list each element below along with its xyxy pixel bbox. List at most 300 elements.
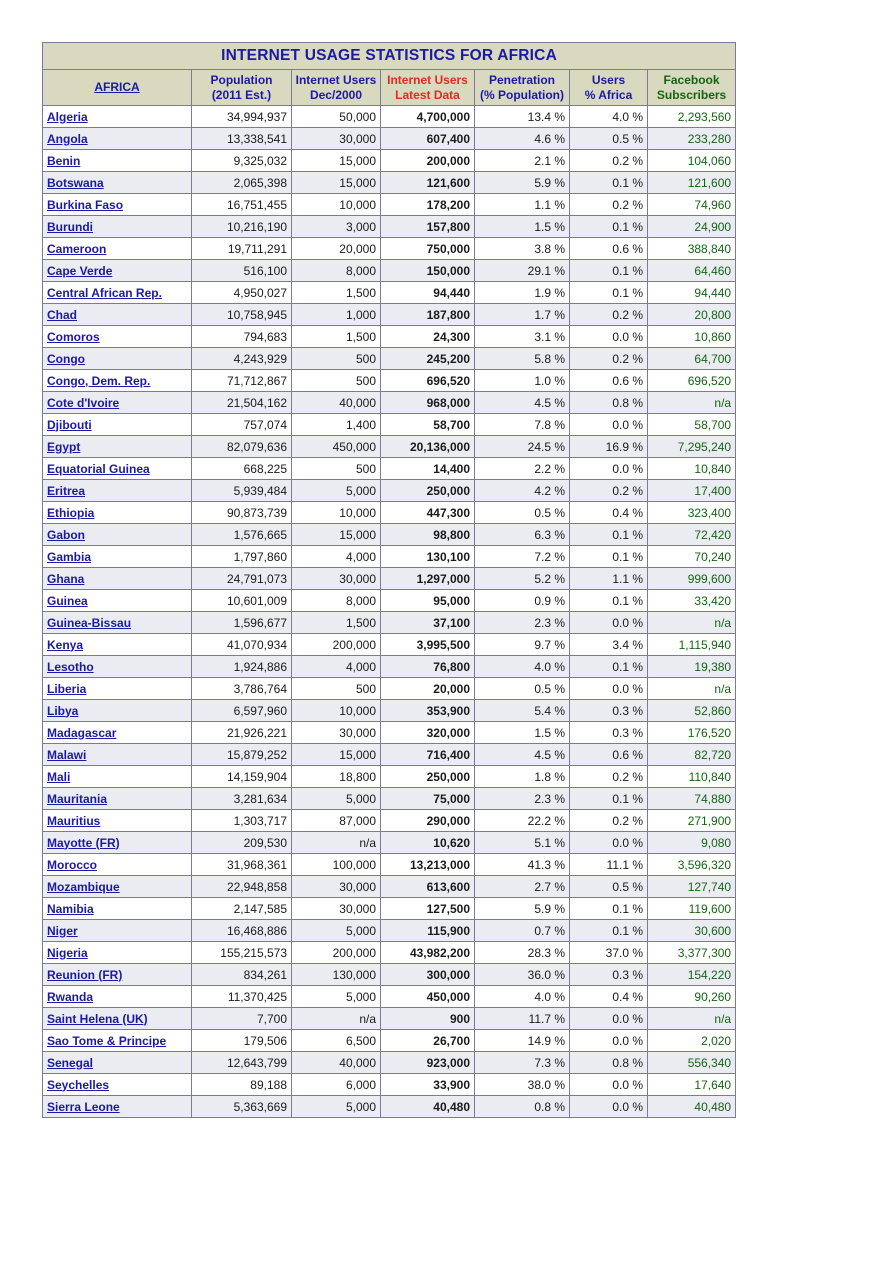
table-row [43, 128, 736, 150]
users-2000-cell: 6,000 [292, 1074, 381, 1096]
country-link[interactable]: Algeria [43, 106, 192, 128]
population-cell: 41,070,934 [192, 634, 292, 656]
users-2000-cell: 4,000 [292, 546, 381, 568]
country-link[interactable]: Libya [43, 700, 192, 722]
users-latest-cell: 290,000 [381, 810, 475, 832]
table-row [43, 238, 736, 260]
penetration-cell: 7.2 % [475, 546, 570, 568]
population-cell: 668,225 [192, 458, 292, 480]
users-percent-cell: 0.1 % [570, 920, 648, 942]
penetration-cell: 1.1 % [475, 194, 570, 216]
table-row [43, 1030, 736, 1052]
users-latest-cell: 157,800 [381, 216, 475, 238]
users-percent-cell: 0.0 % [570, 1008, 648, 1030]
users-latest-cell: 200,000 [381, 150, 475, 172]
country-link[interactable]: Saint Helena (UK) [43, 1008, 192, 1030]
facebook-cell: 154,220 [648, 964, 736, 986]
table-row [43, 722, 736, 744]
users-percent-cell: 0.8 % [570, 1052, 648, 1074]
users-2000-cell: 500 [292, 348, 381, 370]
users-latest-cell: 447,300 [381, 502, 475, 524]
users-latest-cell: 187,800 [381, 304, 475, 326]
users-latest-cell: 115,900 [381, 920, 475, 942]
users-2000-cell: 15,000 [292, 150, 381, 172]
facebook-cell: 7,295,240 [648, 436, 736, 458]
users-percent-cell: 0.1 % [570, 172, 648, 194]
table-row [43, 898, 736, 920]
users-latest-cell: 900 [381, 1008, 475, 1030]
users-latest-cell: 300,000 [381, 964, 475, 986]
country-link[interactable]: Cote d'Ivoire [43, 392, 192, 414]
facebook-cell: 323,400 [648, 502, 736, 524]
country-link[interactable]: Central African Rep. [43, 282, 192, 304]
users-percent-cell: 11.1 % [570, 854, 648, 876]
users-2000-cell: 1,000 [292, 304, 381, 326]
users-latest-cell: 37,100 [381, 612, 475, 634]
users-2000-cell: 500 [292, 370, 381, 392]
users-2000-cell: 5,000 [292, 920, 381, 942]
users-percent-cell: 37.0 % [570, 942, 648, 964]
facebook-cell: 82,720 [648, 744, 736, 766]
users-latest-cell: 75,000 [381, 788, 475, 810]
penetration-cell: 2.2 % [475, 458, 570, 480]
users-percent-cell: 0.0 % [570, 1030, 648, 1052]
users-2000-cell: n/a [292, 1008, 381, 1030]
penetration-cell: 41.3 % [475, 854, 570, 876]
penetration-cell: 1.9 % [475, 282, 570, 304]
users-latest-cell: 20,136,000 [381, 436, 475, 458]
population-cell: 82,079,636 [192, 436, 292, 458]
population-cell: 5,363,669 [192, 1096, 292, 1118]
users-2000-cell: 200,000 [292, 942, 381, 964]
users-latest-cell: 696,520 [381, 370, 475, 392]
users-2000-cell: 1,500 [292, 282, 381, 304]
users-latest-cell: 40,480 [381, 1096, 475, 1118]
table-row [43, 502, 736, 524]
penetration-cell: 5.4 % [475, 700, 570, 722]
users-2000-cell: 30,000 [292, 722, 381, 744]
users-latest-cell: 14,400 [381, 458, 475, 480]
users-percent-cell: 1.1 % [570, 568, 648, 590]
users-2000-cell: 500 [292, 678, 381, 700]
facebook-cell: 271,900 [648, 810, 736, 832]
users-latest-cell: 98,800 [381, 524, 475, 546]
users-latest-cell: 178,200 [381, 194, 475, 216]
penetration-cell: 22.2 % [475, 810, 570, 832]
country-link[interactable]: Malawi [43, 744, 192, 766]
facebook-cell: 17,400 [648, 480, 736, 502]
country-link[interactable]: Chad [43, 304, 192, 326]
penetration-cell: 2.3 % [475, 788, 570, 810]
table-row [43, 1074, 736, 1096]
country-link[interactable]: Reunion (FR) [43, 964, 192, 986]
country-link[interactable]: Namibia [43, 898, 192, 920]
table-row [43, 766, 736, 788]
table-row [43, 656, 736, 678]
table-row [43, 480, 736, 502]
facebook-cell: 388,840 [648, 238, 736, 260]
users-2000-cell: 1,400 [292, 414, 381, 436]
table-row [43, 964, 736, 986]
users-percent-cell: 4.0 % [570, 106, 648, 128]
country-link[interactable]: Niger [43, 920, 192, 942]
facebook-cell: 119,600 [648, 898, 736, 920]
country-link[interactable]: Mozambique [43, 876, 192, 898]
penetration-cell: 5.9 % [475, 898, 570, 920]
facebook-cell: 19,380 [648, 656, 736, 678]
users-latest-cell: 613,600 [381, 876, 475, 898]
country-link[interactable]: Guinea-Bissau [43, 612, 192, 634]
header-africa-link[interactable]: AFRICA [94, 80, 140, 94]
population-cell: 14,159,904 [192, 766, 292, 788]
penetration-cell: 38.0 % [475, 1074, 570, 1096]
facebook-cell: 58,700 [648, 414, 736, 436]
country-link[interactable]: Burkina Faso [43, 194, 192, 216]
facebook-cell: 24,900 [648, 216, 736, 238]
population-cell: 16,751,455 [192, 194, 292, 216]
penetration-cell: 29.1 % [475, 260, 570, 282]
users-percent-cell: 0.0 % [570, 458, 648, 480]
population-cell: 11,370,425 [192, 986, 292, 1008]
country-link[interactable]: Djibouti [43, 414, 192, 436]
users-latest-cell: 33,900 [381, 1074, 475, 1096]
penetration-cell: 5.2 % [475, 568, 570, 590]
users-2000-cell: 5,000 [292, 1096, 381, 1118]
table-row [43, 700, 736, 722]
country-link[interactable]: Eritrea [43, 480, 192, 502]
facebook-cell: 10,840 [648, 458, 736, 480]
facebook-cell: 72,420 [648, 524, 736, 546]
facebook-cell: 110,840 [648, 766, 736, 788]
penetration-cell: 2.7 % [475, 876, 570, 898]
country-link[interactable]: Comoros [43, 326, 192, 348]
facebook-cell: 2,293,560 [648, 106, 736, 128]
table-row [43, 942, 736, 964]
users-2000-cell: 18,800 [292, 766, 381, 788]
penetration-cell: 6.3 % [475, 524, 570, 546]
users-2000-cell: 87,000 [292, 810, 381, 832]
population-cell: 89,188 [192, 1074, 292, 1096]
population-cell: 9,325,032 [192, 150, 292, 172]
facebook-cell: 90,260 [648, 986, 736, 1008]
facebook-cell: 9,080 [648, 832, 736, 854]
country-link[interactable]: Ghana [43, 568, 192, 590]
penetration-cell: 14.9 % [475, 1030, 570, 1052]
population-cell: 21,926,221 [192, 722, 292, 744]
population-cell: 516,100 [192, 260, 292, 282]
penetration-cell: 9.7 % [475, 634, 570, 656]
penetration-cell: 1.5 % [475, 216, 570, 238]
population-cell: 757,074 [192, 414, 292, 436]
population-cell: 71,712,867 [192, 370, 292, 392]
population-cell: 34,994,937 [192, 106, 292, 128]
users-latest-cell: 250,000 [381, 480, 475, 502]
users-percent-cell: 0.2 % [570, 810, 648, 832]
country-link[interactable]: Nigeria [43, 942, 192, 964]
population-cell: 2,065,398 [192, 172, 292, 194]
population-cell: 1,303,717 [192, 810, 292, 832]
users-latest-cell: 10,620 [381, 832, 475, 854]
users-2000-cell: 20,000 [292, 238, 381, 260]
users-percent-cell: 0.1 % [570, 590, 648, 612]
country-link[interactable]: Equatorial Guinea [43, 458, 192, 480]
table-row [43, 414, 736, 436]
users-2000-cell: 5,000 [292, 986, 381, 1008]
users-latest-cell: 127,500 [381, 898, 475, 920]
penetration-cell: 1.8 % [475, 766, 570, 788]
facebook-cell: 74,880 [648, 788, 736, 810]
population-cell: 13,338,541 [192, 128, 292, 150]
facebook-cell: n/a [648, 1008, 736, 1030]
facebook-cell: 127,740 [648, 876, 736, 898]
facebook-cell: 33,420 [648, 590, 736, 612]
users-latest-cell: 26,700 [381, 1030, 475, 1052]
facebook-cell: 233,280 [648, 128, 736, 150]
table-row [43, 1008, 736, 1030]
table-row [43, 150, 736, 172]
population-cell: 24,791,073 [192, 568, 292, 590]
country-link[interactable]: Angola [43, 128, 192, 150]
country-link[interactable]: Congo, Dem. Rep. [43, 370, 192, 392]
users-latest-cell: 43,982,200 [381, 942, 475, 964]
users-percent-cell: 0.2 % [570, 304, 648, 326]
users-2000-cell: 15,000 [292, 524, 381, 546]
table-row [43, 370, 736, 392]
users-latest-cell: 750,000 [381, 238, 475, 260]
table-row [43, 458, 736, 480]
header-facebook-subscribers: Facebook Subscribers [648, 70, 736, 106]
country-link[interactable]: Benin [43, 150, 192, 172]
population-cell: 3,281,634 [192, 788, 292, 810]
country-link[interactable]: Sao Tome & Principe [43, 1030, 192, 1052]
country-link[interactable]: Kenya [43, 634, 192, 656]
penetration-cell: 2.3 % [475, 612, 570, 634]
users-latest-cell: 95,000 [381, 590, 475, 612]
population-cell: 5,939,484 [192, 480, 292, 502]
population-cell: 1,576,665 [192, 524, 292, 546]
facebook-cell: 176,520 [648, 722, 736, 744]
users-percent-cell: 0.2 % [570, 480, 648, 502]
users-latest-cell: 94,440 [381, 282, 475, 304]
table-title: INTERNET USAGE STATISTICS FOR AFRICA [43, 43, 736, 70]
users-latest-cell: 607,400 [381, 128, 475, 150]
penetration-cell: 36.0 % [475, 964, 570, 986]
table-row [43, 634, 736, 656]
facebook-cell: 94,440 [648, 282, 736, 304]
table-row [43, 282, 736, 304]
penetration-cell: 0.5 % [475, 502, 570, 524]
users-latest-cell: 320,000 [381, 722, 475, 744]
users-percent-cell: 0.3 % [570, 964, 648, 986]
users-latest-cell: 716,400 [381, 744, 475, 766]
table-row [43, 524, 736, 546]
users-percent-cell: 0.3 % [570, 722, 648, 744]
penetration-cell: 1.7 % [475, 304, 570, 326]
facebook-cell: 556,340 [648, 1052, 736, 1074]
table-row [43, 194, 736, 216]
facebook-cell: 17,640 [648, 1074, 736, 1096]
users-latest-cell: 76,800 [381, 656, 475, 678]
users-latest-cell: 353,900 [381, 700, 475, 722]
users-2000-cell: 10,000 [292, 194, 381, 216]
users-2000-cell: 15,000 [292, 172, 381, 194]
country-link[interactable]: Rwanda [43, 986, 192, 1008]
table-row [43, 832, 736, 854]
facebook-cell: 696,520 [648, 370, 736, 392]
table-row [43, 216, 736, 238]
users-percent-cell: 0.1 % [570, 216, 648, 238]
penetration-cell: 24.5 % [475, 436, 570, 458]
facebook-cell: 70,240 [648, 546, 736, 568]
users-percent-cell: 0.0 % [570, 612, 648, 634]
users-percent-cell: 0.4 % [570, 986, 648, 1008]
country-link[interactable]: Mauritania [43, 788, 192, 810]
population-cell: 3,786,764 [192, 678, 292, 700]
users-latest-cell: 450,000 [381, 986, 475, 1008]
country-link[interactable]: Congo [43, 348, 192, 370]
population-cell: 31,968,361 [192, 854, 292, 876]
population-cell: 22,948,858 [192, 876, 292, 898]
users-percent-cell: 0.1 % [570, 546, 648, 568]
users-percent-cell: 16.9 % [570, 436, 648, 458]
table-row [43, 546, 736, 568]
users-latest-cell: 245,200 [381, 348, 475, 370]
country-link[interactable]: Senegal [43, 1052, 192, 1074]
country-link[interactable]: Cameroon [43, 238, 192, 260]
penetration-cell: 5.1 % [475, 832, 570, 854]
country-link[interactable]: Mauritius [43, 810, 192, 832]
users-2000-cell: n/a [292, 832, 381, 854]
population-cell: 209,530 [192, 832, 292, 854]
penetration-cell: 0.8 % [475, 1096, 570, 1118]
penetration-cell: 2.1 % [475, 150, 570, 172]
users-2000-cell: 40,000 [292, 1052, 381, 1074]
table-row [43, 876, 736, 898]
population-cell: 6,597,960 [192, 700, 292, 722]
country-link[interactable]: Mali [43, 766, 192, 788]
users-percent-cell: 0.1 % [570, 260, 648, 282]
users-2000-cell: 50,000 [292, 106, 381, 128]
users-percent-cell: 0.4 % [570, 502, 648, 524]
users-2000-cell: 30,000 [292, 568, 381, 590]
users-2000-cell: 15,000 [292, 744, 381, 766]
users-latest-cell: 968,000 [381, 392, 475, 414]
country-link[interactable]: Madagascar [43, 722, 192, 744]
table-row [43, 568, 736, 590]
users-2000-cell: 200,000 [292, 634, 381, 656]
users-2000-cell: 30,000 [292, 898, 381, 920]
country-link[interactable]: Burundi [43, 216, 192, 238]
users-2000-cell: 40,000 [292, 392, 381, 414]
users-percent-cell: 0.8 % [570, 392, 648, 414]
users-percent-cell: 0.1 % [570, 282, 648, 304]
penetration-cell: 4.0 % [475, 656, 570, 678]
population-cell: 10,758,945 [192, 304, 292, 326]
population-cell: 1,596,677 [192, 612, 292, 634]
facebook-cell: n/a [648, 612, 736, 634]
country-link[interactable]: Ethiopia [43, 502, 192, 524]
country-link[interactable]: Mayotte (FR) [43, 832, 192, 854]
users-percent-cell: 0.0 % [570, 832, 648, 854]
users-latest-cell: 150,000 [381, 260, 475, 282]
header-users-latest: Internet Users Latest Data [381, 70, 475, 106]
table-row [43, 810, 736, 832]
users-2000-cell: 6,500 [292, 1030, 381, 1052]
country-link[interactable]: Seychelles [43, 1074, 192, 1096]
country-link[interactable]: Gabon [43, 524, 192, 546]
table-row [43, 304, 736, 326]
table-row [43, 986, 736, 1008]
table-row [43, 788, 736, 810]
users-2000-cell: 1,500 [292, 326, 381, 348]
users-percent-cell: 0.6 % [570, 238, 648, 260]
penetration-cell: 1.5 % [475, 722, 570, 744]
users-percent-cell: 0.5 % [570, 128, 648, 150]
header-users-2000: Internet Users Dec/2000 [292, 70, 381, 106]
facebook-cell: 74,960 [648, 194, 736, 216]
users-latest-cell: 250,000 [381, 766, 475, 788]
users-percent-cell: 0.2 % [570, 766, 648, 788]
header-africa[interactable] [43, 70, 192, 106]
population-cell: 834,261 [192, 964, 292, 986]
table-row [43, 590, 736, 612]
population-cell: 155,215,573 [192, 942, 292, 964]
penetration-cell: 7.3 % [475, 1052, 570, 1074]
users-latest-cell: 24,300 [381, 326, 475, 348]
country-link[interactable]: Egypt [43, 436, 192, 458]
penetration-cell: 4.5 % [475, 392, 570, 414]
facebook-cell: 1,115,940 [648, 634, 736, 656]
users-2000-cell: 450,000 [292, 436, 381, 458]
users-percent-cell: 0.6 % [570, 370, 648, 392]
users-2000-cell: 5,000 [292, 788, 381, 810]
facebook-cell: 20,800 [648, 304, 736, 326]
facebook-cell: 999,600 [648, 568, 736, 590]
table-row [43, 744, 736, 766]
country-link[interactable]: Lesotho [43, 656, 192, 678]
users-2000-cell: 10,000 [292, 700, 381, 722]
penetration-cell: 0.5 % [475, 678, 570, 700]
users-2000-cell: 100,000 [292, 854, 381, 876]
users-latest-cell: 13,213,000 [381, 854, 475, 876]
facebook-cell: n/a [648, 392, 736, 414]
users-latest-cell: 4,700,000 [381, 106, 475, 128]
users-2000-cell: 1,500 [292, 612, 381, 634]
population-cell: 21,504,162 [192, 392, 292, 414]
table-row [43, 106, 736, 128]
facebook-cell: 64,700 [648, 348, 736, 370]
country-link[interactable]: Guinea [43, 590, 192, 612]
users-percent-cell: 0.5 % [570, 876, 648, 898]
penetration-cell: 0.7 % [475, 920, 570, 942]
country-link[interactable]: Cape Verde [43, 260, 192, 282]
users-2000-cell: 10,000 [292, 502, 381, 524]
population-cell: 10,216,190 [192, 216, 292, 238]
penetration-cell: 11.7 % [475, 1008, 570, 1030]
users-latest-cell: 1,297,000 [381, 568, 475, 590]
country-link[interactable]: Liberia [43, 678, 192, 700]
country-link[interactable]: Morocco [43, 854, 192, 876]
users-percent-cell: 0.0 % [570, 1074, 648, 1096]
penetration-cell: 4.5 % [475, 744, 570, 766]
table-row [43, 348, 736, 370]
country-link[interactable]: Gambia [43, 546, 192, 568]
facebook-cell: 64,460 [648, 260, 736, 282]
table-row [43, 392, 736, 414]
country-link[interactable]: Botswana [43, 172, 192, 194]
country-link[interactable]: Sierra Leone [43, 1096, 192, 1118]
users-2000-cell: 130,000 [292, 964, 381, 986]
